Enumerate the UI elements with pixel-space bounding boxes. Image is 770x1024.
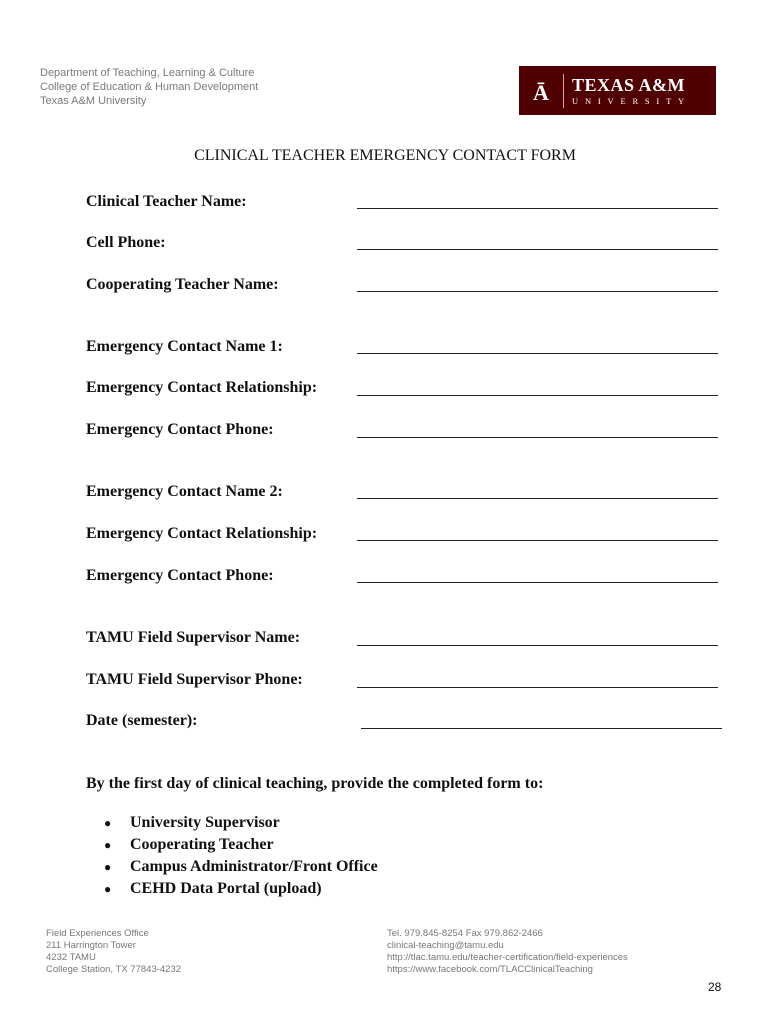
footer-facebook-link[interactable]: https://www.facebook.com/TLACClinicalTeaching [387, 964, 593, 975]
field-label-emergency-contact-relationship-1: Emergency Contact Relationship: [86, 379, 318, 396]
list-item: ● CEHD Data Portal (upload) [104, 878, 378, 900]
department-line: Department of Teaching, Learning & Culture [40, 67, 255, 79]
field-label-cell-phone: Cell Phone: [86, 234, 166, 251]
field-label-cooperating-teacher-name: Cooperating Teacher Name: [86, 276, 279, 293]
field-line-clinical-teacher-name[interactable] [357, 208, 718, 209]
field-line-date-semester[interactable] [361, 728, 722, 729]
logo-divider [563, 74, 564, 108]
bullet-icon: ● [104, 860, 112, 874]
field-label-field-supervisor-name: TAMU Field Supervisor Name: [86, 629, 301, 646]
atm-mark-icon [519, 66, 563, 115]
university-line: Texas A&M University [40, 95, 147, 107]
footer-website-link[interactable]: http://tlac.tamu.edu/teacher-certification/field-experiences [387, 952, 628, 963]
footer-contact [387, 928, 628, 976]
field-line-emergency-contact-phone-1[interactable] [357, 437, 718, 438]
instruction-text: By the first day of clinical teaching, provide the completed form to: [86, 775, 544, 792]
footer-phone: Tel. 979.845-8254 Fax 979.862-2466 [387, 928, 543, 939]
field-line-emergency-contact-phone-2[interactable] [357, 582, 718, 583]
field-line-emergency-contact-name-1[interactable] [357, 353, 718, 354]
field-label-field-supervisor-phone: TAMU Field Supervisor Phone: [86, 671, 303, 688]
field-line-emergency-contact-relationship-2[interactable] [357, 540, 718, 541]
footer-email-link[interactable]: clinical-teaching@tamu.edu [387, 940, 504, 951]
field-label-emergency-contact-name-2: Emergency Contact Name 2: [86, 483, 283, 500]
field-line-field-supervisor-name[interactable] [357, 645, 718, 646]
field-label-emergency-contact-name-1: Emergency Contact Name 1: [86, 338, 283, 355]
bullet-icon: ● [104, 882, 112, 896]
logo-university: UNIVERSITY [572, 95, 691, 106]
field-line-field-supervisor-phone[interactable] [357, 687, 718, 688]
field-label-clinical-teacher-name: Clinical Teacher Name: [86, 193, 247, 210]
texas-am-logo [519, 66, 716, 115]
field-line-emergency-contact-relationship-1[interactable] [357, 395, 718, 396]
department-header [40, 66, 258, 108]
logo-wordmark: TEXAS A&M [572, 74, 686, 95]
field-label-emergency-contact-phone-1: Emergency Contact Phone: [86, 421, 274, 438]
form-title: CLINICAL TEACHER EMERGENCY CONTACT FORM [194, 147, 576, 164]
field-label-date-semester: Date (semester): [86, 712, 198, 729]
field-label-emergency-contact-relationship-2: Emergency Contact Relationship: [86, 525, 318, 542]
bullet-icon: ● [104, 816, 112, 830]
field-line-cell-phone[interactable] [357, 249, 718, 250]
list-item: ● Cooperating Teacher [104, 834, 378, 856]
field-label-emergency-contact-phone-2: Emergency Contact Phone: [86, 567, 274, 584]
svg-text:Ā: Ā [533, 79, 549, 105]
list-item: ● University Supervisor [104, 812, 378, 834]
list-item: ● Campus Administrator/Front Office [104, 856, 378, 878]
field-line-emergency-contact-name-2[interactable] [357, 498, 718, 499]
recipient-list [104, 812, 378, 900]
footer-address: Field Experiences Office 211 Harrington Tower 4232 TAMU College Station, TX 77843-4232 [46, 928, 182, 975]
field-line-cooperating-teacher-name[interactable] [357, 291, 718, 292]
bullet-icon: ● [104, 838, 112, 852]
college-line: College of Education & Human Development [40, 81, 259, 93]
page-number: 28 [708, 980, 722, 994]
